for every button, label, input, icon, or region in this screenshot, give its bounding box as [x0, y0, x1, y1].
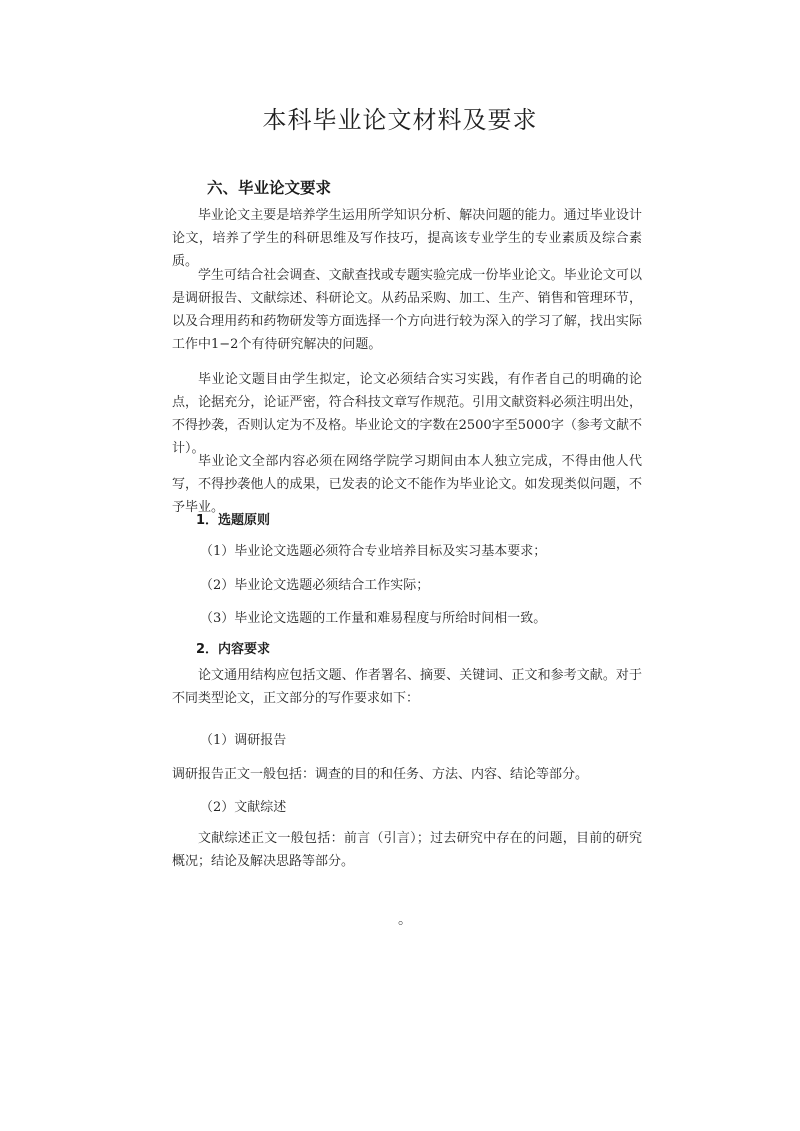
end-mark: 。	[398, 912, 412, 928]
section-heading: 六、毕业论文要求	[207, 179, 332, 197]
literature-review-label: （2）文献综述	[200, 800, 287, 815]
topic-principle-item: （1）毕业论文选题必须符合专业培养目标及实习基本要求；	[200, 544, 547, 559]
topic-principle-item: （2）毕业论文选题必须结合工作实际；	[200, 578, 430, 593]
topic-principle-item: （3）毕业论文选题的工作量和难易程度与所给时间相一致。	[200, 611, 547, 626]
paragraph-types: 学生可结合社会调查、文献查找或专题实验完成一份毕业论文。毕业论文可以是调研报告、文献综述、科研论文。从药品采购、加工、生产、销售和管理环节，以及合理用药和药物研发等方面选择一个方向进行较为深入的学习了解，找出实际工作中1−2个有待研究解决的问题。	[172, 268, 642, 352]
survey-report-label: （1）调研报告	[200, 733, 287, 748]
literature-review-text: 文献综述正文一般包括：前言（引言）；过去研究中存在的问题，目前的研究概况；结论及解决思路等部分。	[172, 831, 642, 869]
survey-report-text: 调研报告正文一般包括：调查的目的和任务、方法、内容、结论等部分。	[172, 767, 589, 782]
content-requirements-heading: 2．内容要求	[196, 642, 271, 657]
paragraph-title-rules: 毕业论文题目由学生拟定，论文必须结合实习实践，有作者自己的明确的论点，论据充分，论证严密，符合科技文章写作规范。引用文献资料必须注明出处，不得抄袭，否则认定为不及格。毕业论文的字数在2500字至5000字（参考文献不计）。	[172, 372, 642, 456]
document-title: 本科毕业论文材料及要求	[262, 106, 538, 134]
content-requirements-intro: 论文通用结构应包括文题、作者署名、摘要、关键词、正文和参考文献。对于不同类型论文，正文部分的写作要求如下：	[172, 668, 642, 706]
paragraph-purpose: 毕业论文主要是培养学生运用所学知识分析、解决问题的能力。通过毕业设计论文，培养了学生的科研思维及写作技巧，提高该专业学生的专业素质及综合素质。	[172, 208, 642, 269]
paragraph-originality: 毕业论文全部内容必须在网络学院学习期间由本人独立完成，不得由他人代写，不得抄袭他人的成果，已发表的论文不能作为毕业论文。如发现类似问题，不予毕业。	[172, 454, 642, 515]
topic-principles-heading: 1．选题原则	[196, 513, 271, 528]
